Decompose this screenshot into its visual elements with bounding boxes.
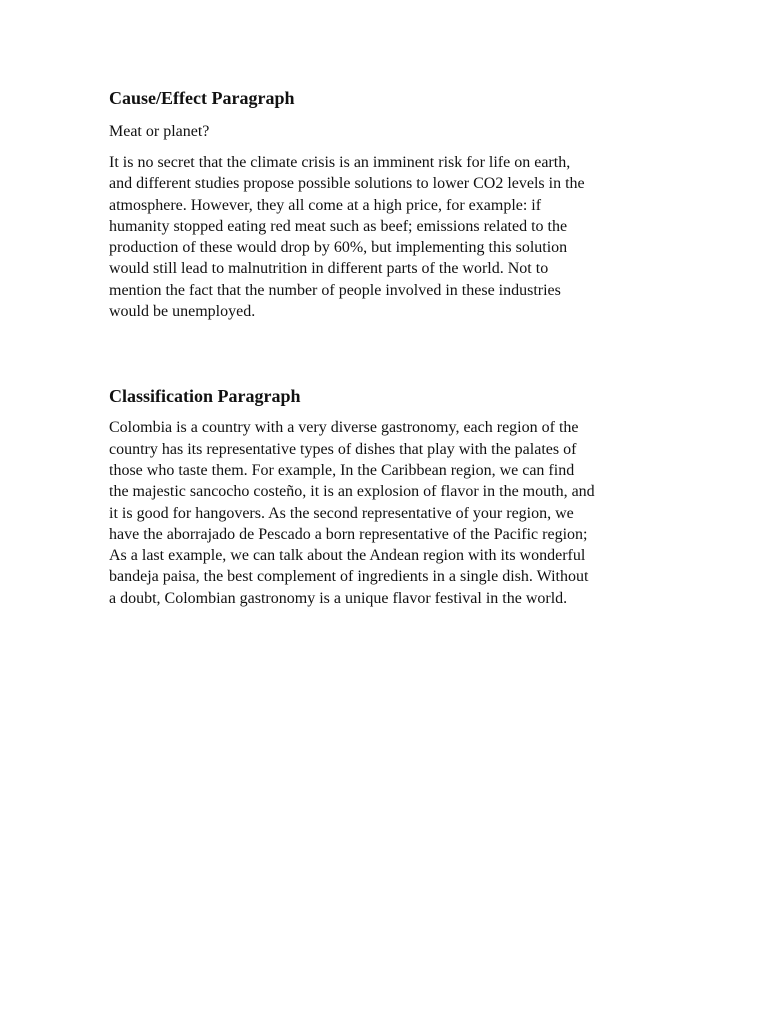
paragraph-line: country has its representative types of dishes that play with the palates of xyxy=(109,440,577,458)
paragraph-line: those who taste them. For example, In the Caribbean region, we can find xyxy=(109,461,575,479)
paragraph-line: It is no secret that the climate crisis is an imminent risk for life on earth, xyxy=(109,154,571,171)
paragraph-line: mention the fact that the number of people involved in these industries xyxy=(109,281,561,299)
cause-effect-heading: Cause/Effect Paragraph xyxy=(109,88,295,108)
classification-paragraph xyxy=(109,417,709,609)
cause-effect-subtitle: Meat or planet? xyxy=(109,123,210,140)
paragraph-line: would still lead to malnutrition in different parts of the world. Not to xyxy=(109,260,549,278)
classification-section xyxy=(109,384,709,609)
document-page xyxy=(109,86,709,609)
paragraph-line: Colombia is a country with a very diverse gastronomy, each region of the xyxy=(109,419,579,437)
paragraph-line: As a last example, we can talk about the Andean region with its wonderful xyxy=(109,547,586,565)
cause-effect-paragraph xyxy=(109,152,709,322)
classification-heading: Classification Paragraph xyxy=(109,386,301,407)
paragraph-line: humanity stopped eating red meat such as beef; emissions related to the xyxy=(109,217,568,235)
paragraph-line: would be unemployed. xyxy=(109,303,256,321)
paragraph-line: atmosphere. However, they all come at a high price, for example: if xyxy=(109,196,542,214)
paragraph-line: it is good for hangovers. As the second representative of your region, we xyxy=(109,504,574,522)
paragraph-line: and different studies propose possible solutions to lower CO2 levels in the xyxy=(109,175,585,193)
cause-effect-section xyxy=(109,86,709,322)
paragraph-line: a doubt, Colombian gastronomy is a unique flavor festival in the world. xyxy=(109,589,568,607)
paragraph-line: bandeja paisa, the best complement of ingredients in a single dish. Without xyxy=(109,568,589,586)
paragraph-line: production of these would drop by 60%, but implementing this solution xyxy=(109,239,568,257)
paragraph-line: have the aborrajado de Pescado a born representative of the Pacific region; xyxy=(109,525,588,543)
paragraph-line: the majestic sancocho costeño, it is an explosion of flavor in the mouth, and xyxy=(109,483,595,501)
